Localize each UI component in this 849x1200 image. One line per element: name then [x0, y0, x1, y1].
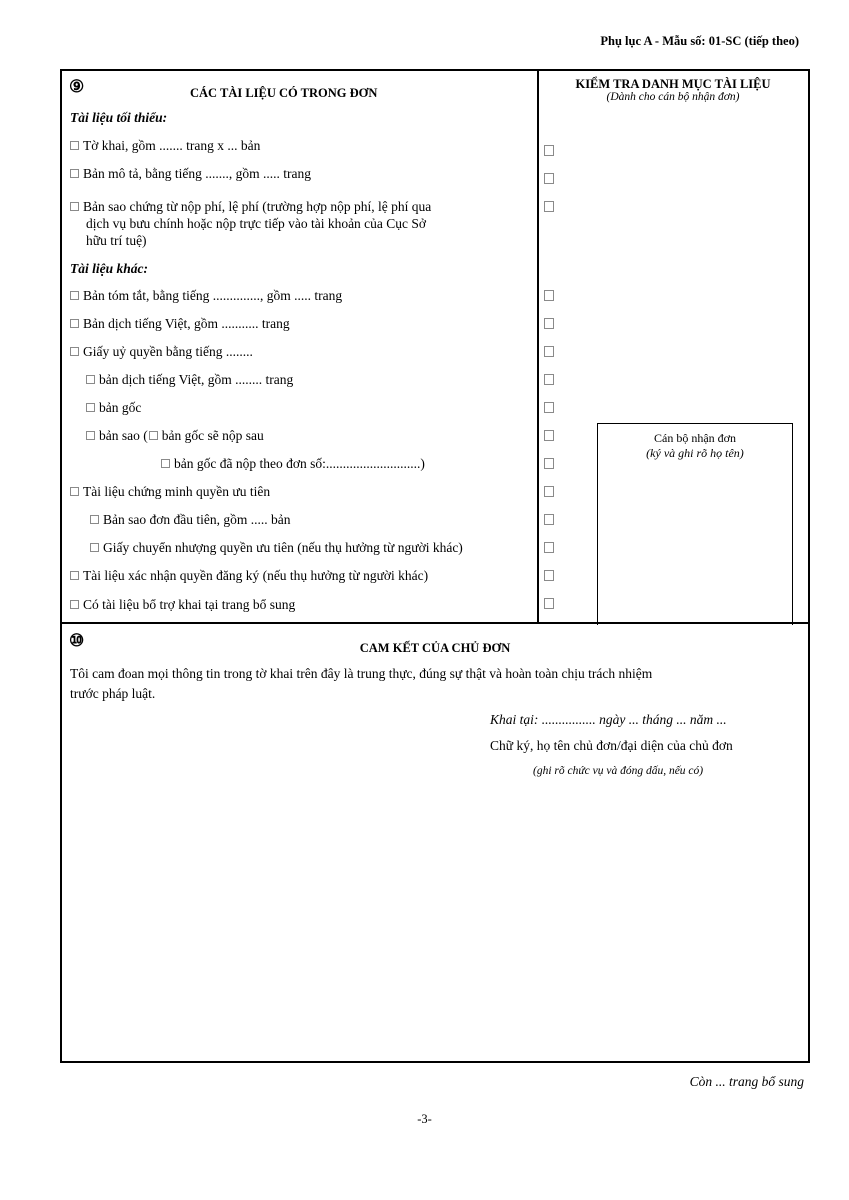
checkbox[interactable] [70, 319, 79, 328]
verify-checkbox[interactable] [544, 290, 554, 301]
section9-number: ⑨ [69, 77, 85, 96]
place-date-field[interactable]: Khai tại: ................ ngày ... tháng ... năm ... [490, 712, 727, 727]
list-item: bản dịch tiếng Việt, gồm ........ trang [86, 372, 293, 388]
checkbox[interactable] [86, 375, 95, 384]
verify-checkbox[interactable] [544, 402, 554, 413]
signature-label: Chữ ký, họ tên chủ đơn/đại diện của chủ đơn [490, 738, 733, 753]
verify-checkbox[interactable] [544, 542, 554, 553]
list-item: Bản tóm tắt, bằng tiếng .............., gồm ..... trang [70, 288, 342, 304]
verify-checkbox[interactable] [544, 486, 554, 497]
check-subtitle: (Dành cho cán bộ nhận đơn) [606, 91, 740, 103]
checkbox[interactable] [70, 347, 79, 356]
verify-checkbox[interactable] [544, 430, 554, 441]
list-item: Giấy uỷ quyền bằng tiếng ........ [70, 344, 253, 360]
verify-checkbox[interactable] [544, 201, 554, 212]
verify-checkbox[interactable] [544, 514, 554, 525]
list-item: bản sao ( bản gốc sẽ nộp sau [86, 428, 264, 444]
verify-checkbox[interactable] [544, 346, 554, 357]
verify-checkbox[interactable] [544, 570, 554, 581]
checkbox[interactable] [86, 403, 95, 412]
checkbox[interactable] [70, 487, 79, 496]
officer-note: (ký và ghi rõ họ tên) [646, 446, 744, 460]
section10-title: CAM KẾT CỦA CHỦ ĐƠN [359, 641, 511, 655]
section9-title: CÁC TÀI LIỆU CÓ TRONG ĐƠN [190, 86, 378, 100]
verify-checkbox[interactable] [544, 598, 554, 609]
checkbox[interactable] [70, 291, 79, 300]
verify-checkbox[interactable] [544, 318, 554, 329]
list-item: Tờ khai, gồm ....... trang x ... bản [70, 138, 260, 154]
list-item: Bản sao chứng từ nộp phí, lệ phí (trường hợp nộp phí, lệ phí qua [70, 199, 431, 215]
verify-checkbox[interactable] [544, 374, 554, 385]
check-title: KIỂM TRA DANH MỤC TÀI LIỆU [575, 77, 771, 91]
verify-checkbox[interactable] [544, 173, 554, 184]
list-item: Có tài liệu bổ trợ khai tại trang bổ sung [70, 597, 295, 613]
list-item: Tài liệu chứng minh quyền ưu tiên [70, 484, 270, 500]
checkbox[interactable] [90, 543, 99, 552]
checkbox[interactable] [70, 571, 79, 580]
section10-number: ⑩ [69, 631, 85, 650]
list-item: Bản dịch tiếng Việt, gồm ........... trang [70, 316, 290, 332]
page-number: -3- [417, 1112, 432, 1126]
checkbox[interactable] [70, 600, 79, 609]
checkbox[interactable] [161, 459, 170, 468]
other-docs-heading: Tài liệu khác: [70, 261, 148, 276]
list-item-cont: dịch vụ bưu chính hoặc nộp trực tiếp vào tài khoản của Cục Sở [86, 216, 427, 231]
min-docs-heading: Tài liệu tối thiểu: [70, 110, 168, 125]
officer-label: Cán bộ nhận đơn [653, 431, 736, 445]
list-item: Giấy chuyển nhượng quyền ưu tiên (nếu thụ hưởng từ người khác) [90, 540, 463, 556]
checkbox[interactable] [90, 515, 99, 524]
verify-checkbox[interactable] [544, 145, 554, 156]
extra-pages-note: Còn ... trang bổ sung [689, 1074, 804, 1089]
signature-note: (ghi rõ chức vụ và đóng dấu, nếu có) [533, 765, 704, 777]
list-item: bản gốc [86, 400, 141, 416]
checkbox[interactable] [70, 202, 79, 211]
checkbox[interactable] [149, 431, 158, 440]
column-divider [537, 70, 539, 623]
checkbox[interactable] [86, 431, 95, 440]
list-item: bản gốc đã nộp theo đơn số:............................) [161, 456, 425, 472]
list-item: Bản mô tả, bằng tiếng ......., gồm ..... trang [70, 166, 311, 182]
officer-signature-box [597, 423, 793, 625]
list-item: Bản sao đơn đầu tiên, gồm ..... bản [90, 512, 290, 528]
checkbox[interactable] [70, 141, 79, 150]
checkbox[interactable] [70, 169, 79, 178]
verify-checkbox[interactable] [544, 458, 554, 469]
form-label: Phụ lục A - Mẫu số: 01-SC (tiếp theo) [600, 34, 799, 48]
commitment-statement-cont: trước pháp luật. [70, 686, 156, 701]
commitment-statement: Tôi cam đoan mọi thông tin trong tờ khai trên đây là trung thực, đúng sự thật và hoàn toàn chịu trách nhiệm [70, 666, 653, 681]
list-item-cont: hữu trí tuệ) [86, 233, 147, 248]
list-item: Tài liệu xác nhận quyền đăng ký (nếu thụ hưởng từ người khác) [70, 568, 428, 584]
